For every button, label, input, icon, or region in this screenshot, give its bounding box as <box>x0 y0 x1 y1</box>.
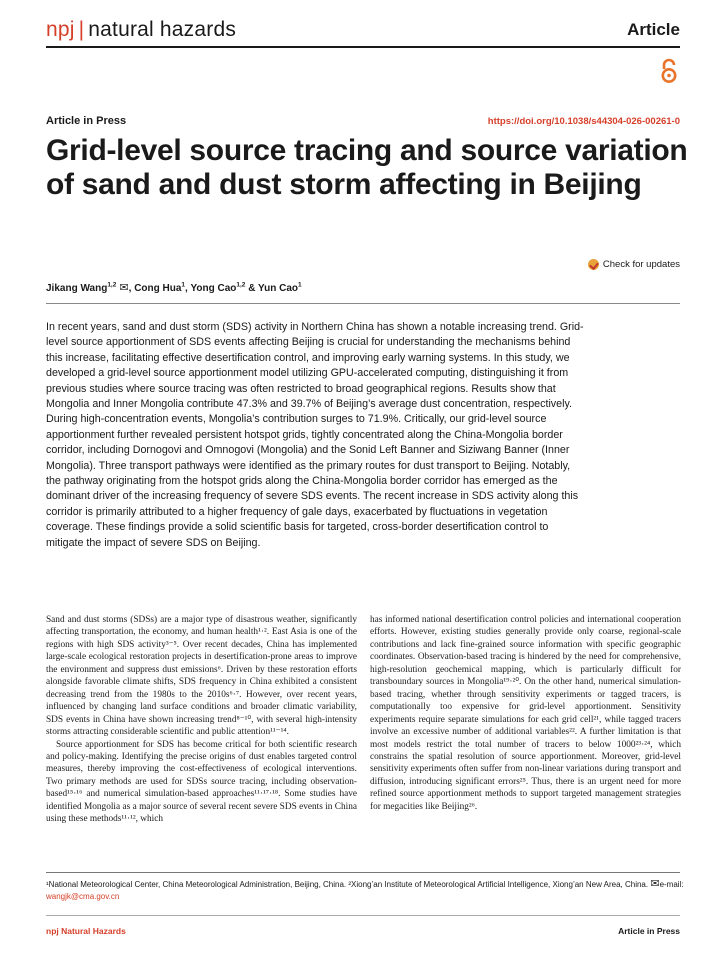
author-name: Yong Cao <box>190 283 237 294</box>
doi-link[interactable]: https://doi.org/10.1038/s44304-026-00261-0 <box>487 116 680 127</box>
authors-divider <box>46 303 680 304</box>
check-for-updates-button[interactable] <box>588 259 680 270</box>
author-name: Jikang Wang <box>46 283 108 294</box>
author-separator: , <box>185 283 191 294</box>
check-updates-label: Check for updates <box>602 259 680 270</box>
affiliation-text: ¹National Meteorological Center, China Meteorological Administration, Beijing, China. ²Xiong’an Institute of Meteorological Artificial Intelligence, Xiong’an New Area, China. <box>46 880 649 889</box>
author-affiliation-number: 1,2 <box>107 281 117 289</box>
email-label: e-mail: <box>659 880 684 889</box>
footer-status: Article in Press <box>618 926 680 936</box>
author-affiliation-number: 1 <box>298 281 302 289</box>
body-paragraph: Source apportionment for SDS has become critical for both scientific research and policy-making. Identifying the precise origins of dust enables targeted control measures, thereby improving the cost-effectiveness of ecological interventions. Two primary methods are used for SDSs source tracing, including observation-based¹⁵·¹⁶ and numerical simulation-based approaches¹¹·¹⁷·¹⁸. Some studies have identified Mongolia as a major source of several recent severe SDS events in China using these methods¹¹·¹², which <box>46 739 357 825</box>
article-title: Grid-level source tracing and source variation of sand and dust storm affecting in Beijing <box>46 134 688 201</box>
body-column-left <box>46 614 357 826</box>
author-list <box>46 281 302 294</box>
author-separator: , <box>128 283 135 294</box>
journal-prefix: npj <box>46 18 75 41</box>
article-type: Article <box>627 20 680 39</box>
header-divider <box>46 46 680 48</box>
journal-title: natural hazards <box>88 18 237 41</box>
email-link[interactable]: wangjk@cma.gov.cn <box>46 892 120 901</box>
body-column-right <box>370 614 681 813</box>
journal-separator: | <box>78 18 85 41</box>
body-paragraph: has informed national desertification control policies and international cooperation efforts. However, existing studies generally provide only coarse, regional-scale contributions and lack fine-grained source information with specific geographic coordinates. Observation-based tracing is hindered by the need for comprehensive, high-resolution geochemical mapping, which is particularly difficult for transboundary sources in Mongolia¹⁹·²⁰. On the other hand, numerical simulation-based tracing, whether through sensitivity experiments or tagged tracers, is computationally too expensive for grid-level apportionment. Sensitivity experiments require separate simulations for each grid cell²¹, while tagged tracers involve an excessive number of additional variables²². A further limitation is that most models restrict the total number of tracers to below 1000²³·²⁴, which constrains the spatial resolution of source apportionment. Moreover, grid-level sensitivity experiments often suffer from non-linear variations during transport and diffusion, introducing significant errors²⁵. Thus, there is an urgent need for more refined source apportionment methods to support targeted management strategies for megacities like Beijing²⁶. <box>370 615 681 812</box>
abstract: In recent years, sand and dust storm (SDS) activity in Northern China has shown a notable increasing trend. Grid-level source apportionment of SDS events affecting Beijing is crucial for understanding the mechanisms behind this increase, facilitating effective desertification control, and improving early warning systems. In this study, we developed a grid-level source apportionment model utilizing GPU-accelerated computing, distinguishing it from previous studies where source tracing was often restricted to broad geographical regions. Results show that Mongolia and Inner Mongolia contribute 47.3% and 39.7% of Beijing’s average dust concentration, respectively. During high-concentration events, Mongolia’s contribution surges to 71.9%. Critically, our grid-level source apportionment further revealed persistent hotspot grids, tightly concentrated along the China-Mongolia border corridor, including Dornogovi and Omnogovi (Mongolia) and the Sonid Left Banner and Siziwang Banner (Inner Mongolia). Three transport pathways were identified as the primary routes for dust transport to Beijing. Notably, the pathway originating from the hotspot grids along the China-Mongolia border corridor has emerged as the dominant driver of the increasing frequency of severe SDS events. The recent increase in SDS activity along this corridor is primarily attributed to a higher frequency of gale days, exacerbated by fluctuations in vegetation coverage. These findings provide a solid scientific basis for targeted, cross-border desertification control to mitigate the impact of severe SDS on Beijing. <box>46 321 584 549</box>
footnote-divider <box>46 872 680 873</box>
footer-journal: npj Natural Hazards <box>46 926 126 936</box>
article-status: Article in Press <box>46 115 127 127</box>
mail-icon: ✉ <box>650 878 660 890</box>
author-name: Yun Cao <box>258 283 299 294</box>
author-affiliation-number: 1 <box>181 281 186 289</box>
affiliations <box>46 878 686 903</box>
author-affiliation-number: 1,2 <box>236 281 246 289</box>
corresponding-author-mail-icon[interactable]: ✉ <box>116 282 129 294</box>
body-paragraph: Sand and dust storms (SDSs) are a major type of disastrous weather, significantly affecting transportation, the economy, and human health¹·². East Asia is one of the regions with high SDS activity³⁻⁵. Over recent decades, China has implemented large-scale ecological restoration projects in desertification-prone areas to improve the environment and suppress dust emissions⁶. Driven by these restoration efforts alongside favorable climate shifts, SDS frequency in China exhibited a consistent decreasing trend from the 1980s to the 2010s⁶·⁷. However, over recent years, influenced by changing land surface conditions and broader climatic variability, SDS events in China have shown increasing trend⁸⁻¹⁰, with several high-intensity storms attracting considerable scientific and public attention¹¹⁻¹⁴. <box>46 615 357 738</box>
author-name: Cong Hua <box>134 283 182 294</box>
open-access-icon <box>660 58 678 84</box>
journal-name <box>46 18 236 42</box>
author-separator: & <box>245 283 259 294</box>
check-updates-icon <box>588 259 599 270</box>
footer-divider <box>46 915 680 916</box>
